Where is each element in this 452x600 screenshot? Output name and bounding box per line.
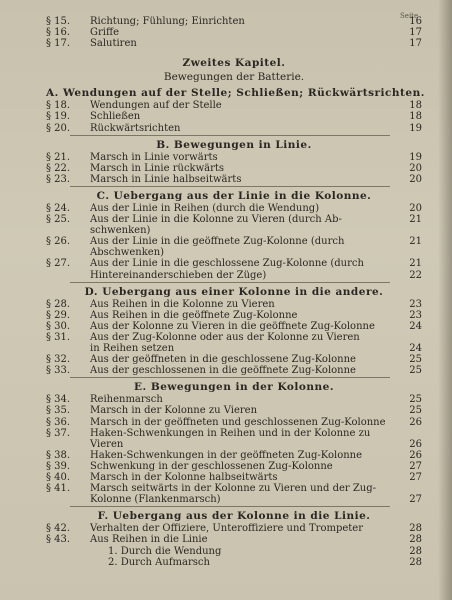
- entry-title: Haken-Schwenkungen in der geöffneten Zug-Kolonne: [90, 449, 363, 461]
- entry-title: Marsch in Linie halbseitwärts: [90, 173, 242, 185]
- section-heading: A. Wendungen auf der Stelle; Schließen; Rückwärtsrichten.: [46, 87, 425, 100]
- page-number: 25: [409, 405, 422, 417]
- toc-entry: [46, 214, 422, 225]
- entry-title: Aus der Linie in Reihen (durch die Wendung): [90, 202, 320, 214]
- entry-title: Marsch in der geöffneten und geschlossenen Zug-Kolonne: [90, 416, 386, 428]
- section-number: § 23.: [46, 173, 71, 185]
- section-number: § 16.: [46, 27, 71, 39]
- page-number: 16: [409, 16, 422, 27]
- page-number: 18: [409, 111, 422, 123]
- entry-title: 2. Durch Aufmarsch: [108, 556, 210, 568]
- page-number: 27: [409, 494, 422, 506]
- toc-entry: [46, 203, 422, 214]
- entry-title: Aus Reihen in die geöffnete Zug-Kolonne: [90, 309, 298, 321]
- entry-title: Kolonne (Flankenmarsch): [90, 494, 221, 506]
- entry-title: Salutiren: [90, 38, 137, 50]
- page-number: 26: [409, 438, 422, 450]
- entry-title: Griffe: [90, 27, 119, 39]
- toc-entry: [46, 557, 422, 568]
- page-edge-shadow: [438, 0, 452, 600]
- entry-title: Reihenmarsch: [90, 394, 163, 406]
- toc-entry: [46, 225, 422, 236]
- toc-entry: [46, 258, 422, 269]
- entry-title: 1. Durch die Wendung: [108, 545, 222, 557]
- page-number: 28: [409, 545, 422, 557]
- entry-title: Marsch in der Kolonne halbseitwärts: [90, 472, 278, 483]
- toc-entry: [46, 100, 422, 111]
- section-number: § 20.: [46, 122, 71, 134]
- section-number: § 28.: [46, 298, 71, 310]
- page-number: 18: [409, 100, 422, 112]
- section-number: § 30.: [46, 320, 71, 332]
- toc-entry: [46, 163, 422, 174]
- section-number: § 15.: [46, 16, 71, 27]
- page-number: 25: [409, 354, 422, 366]
- entry-title: Haken-Schwenkungen in Reihen und in der Kolonne zu: [90, 427, 371, 439]
- page-number: 19: [409, 122, 422, 134]
- page-number: 25: [409, 365, 422, 377]
- page-number: 28: [409, 534, 422, 546]
- toc-entry: [46, 111, 422, 122]
- toc-entry: [46, 321, 422, 332]
- divider: [70, 186, 390, 187]
- page-number: 24: [409, 320, 422, 332]
- section-heading: F. Uebergang aus der Kolonne in die Linie.: [97, 510, 371, 523]
- page-number: 20: [409, 162, 422, 174]
- section-number: § 36.: [46, 416, 71, 428]
- page-number: 23: [409, 309, 422, 321]
- section-number: § 42.: [46, 523, 71, 535]
- entry-title: Aus der Kolonne zu Vieren in die geöffnete Zug-Kolonne: [90, 320, 375, 332]
- entry-title: Hintereinanderschieben der Züge): [90, 269, 267, 281]
- entry-title: Aus Reihen in die Kolonne zu Vieren: [90, 298, 275, 310]
- section-number: § 38.: [46, 449, 71, 461]
- section-number: § 21.: [46, 151, 71, 163]
- toc-entry: [46, 343, 422, 354]
- page-number: 17: [409, 38, 422, 50]
- entry-title: Aus der Zug-Kolonne oder aus der Kolonne zu Vieren: [90, 331, 360, 343]
- section-heading: E. Bewegungen in der Kolonne.: [134, 381, 334, 394]
- entry-title: Schwenkung in der geschlossenen Zug-Kolonne: [90, 460, 333, 472]
- section-number: § 17.: [46, 38, 71, 50]
- section-number: § 18.: [46, 100, 71, 112]
- toc-entry: [46, 417, 422, 428]
- section-number: § 35.: [46, 405, 71, 417]
- entry-title: Aus der Linie in die geschlossene Zug-Kolonne (durch: [90, 258, 364, 270]
- toc-entry: [46, 461, 422, 472]
- section-number: § 33.: [46, 365, 71, 377]
- toc-entry: [46, 236, 422, 247]
- section-heading: C. Uebergang aus der Linie in die Kolonne.: [96, 189, 372, 202]
- entry-title: Marsch seitwärts in der Kolonne zu Vieren und der Zug-: [90, 483, 377, 495]
- page-number: 20: [409, 202, 422, 214]
- page-number: 25: [409, 394, 422, 406]
- entry-title: schwenken): [90, 225, 151, 237]
- page-number: 22: [409, 269, 422, 281]
- toc-entry: [46, 523, 422, 534]
- toc-entry: [46, 534, 422, 545]
- section-number: § 22.: [46, 162, 71, 174]
- section-number: § 26.: [46, 236, 71, 248]
- toc-entry: [46, 16, 422, 27]
- entry-title: Marsch in der Kolonne zu Vieren: [90, 405, 258, 417]
- entry-title: Marsch in Linie rückwärts: [90, 162, 225, 174]
- entry-title: Verhalten der Offiziere, Unteroffiziere und Trompeter: [90, 523, 363, 535]
- page-number: 28: [409, 556, 422, 568]
- page-number: 20: [409, 173, 422, 185]
- toc-entry: [46, 405, 422, 416]
- section-number: § 31.: [46, 331, 71, 343]
- section-heading: D. Uebergang aus einer Kolonne in die andere.: [84, 285, 384, 298]
- page-number: 19: [409, 151, 422, 163]
- divider: [70, 377, 390, 378]
- toc-entry: [46, 27, 422, 38]
- section-number: § 41.: [46, 483, 71, 495]
- toc-entry: [46, 152, 422, 163]
- entry-title: Wendungen auf der Stelle: [90, 100, 222, 112]
- entry-title: Abschwenken): [90, 247, 165, 259]
- page-number: 21: [409, 214, 422, 225]
- section-number: § 32.: [46, 354, 71, 366]
- chapter-subtitle: Bewegungen der Batterie.: [163, 71, 305, 84]
- entry-title: Aus der geöffneten in die geschlossene Zug-Kolonne: [90, 354, 356, 366]
- divider: [70, 135, 390, 136]
- chapter-title: Zweites Kapitel.: [182, 57, 286, 70]
- entry-title: Aus Reihen in die Linie: [90, 534, 208, 546]
- toc-entry: [46, 428, 422, 439]
- section-number: § 37.: [46, 427, 71, 439]
- toc-entry: [46, 310, 422, 321]
- section-number: § 24.: [46, 202, 71, 214]
- toc-entry: [46, 270, 422, 281]
- entry-title: Rückwärtsrichten: [90, 122, 181, 134]
- page-number: 27: [409, 460, 422, 472]
- toc-entry: [46, 450, 422, 461]
- toc-entry: [46, 332, 422, 343]
- page-number: 26: [409, 416, 422, 428]
- divider: [70, 282, 390, 283]
- entry-title: Vieren: [90, 438, 124, 450]
- toc-entry: [46, 123, 422, 134]
- entry-title: Richtung; Fühlung; Einrichten: [90, 16, 245, 27]
- toc-entry: [46, 483, 422, 494]
- section-number: § 19.: [46, 111, 71, 123]
- page-number: 28: [409, 523, 422, 535]
- page-number: 24: [409, 343, 422, 354]
- entry-title: in Reihen setzen: [90, 343, 175, 354]
- toc-entry: [46, 472, 422, 483]
- section-number: § 34.: [46, 394, 71, 406]
- page-column-label: Seite: [400, 12, 419, 20]
- entry-title: Schließen: [90, 111, 141, 123]
- toc-entry: [46, 365, 422, 376]
- section-number: § 29.: [46, 309, 71, 321]
- section-number: § 27.: [46, 258, 71, 270]
- toc-entry: [46, 174, 422, 185]
- toc-entry: [46, 354, 422, 365]
- toc-entry: [46, 439, 422, 450]
- divider: [70, 506, 390, 507]
- section-number: § 25.: [46, 214, 71, 225]
- section-number: § 39.: [46, 460, 71, 472]
- section-number: § 43.: [46, 534, 71, 546]
- entry-title: Marsch in Linie vorwärts: [90, 151, 218, 163]
- toc-entry: [46, 546, 422, 557]
- section-number: § 40.: [46, 472, 71, 483]
- section-heading: B. Bewegungen in Linie.: [156, 138, 312, 151]
- page-number: 21: [409, 258, 422, 270]
- page-number: 23: [409, 298, 422, 310]
- page-number: 17: [409, 27, 422, 39]
- toc-entry: [46, 394, 422, 405]
- page-number: 27: [409, 472, 422, 483]
- page-number: 21: [409, 236, 422, 248]
- toc-entry: [46, 494, 422, 505]
- toc-entry: [46, 299, 422, 310]
- toc-entry: [46, 247, 422, 258]
- toc-entry: [46, 38, 422, 49]
- entry-title: Aus der Linie in die Kolonne zu Vieren (durch Ab-: [90, 214, 342, 225]
- page-number: 26: [409, 449, 422, 461]
- entry-title: Aus der geschlossenen in die geöffnete Zug-Kolonne: [90, 365, 356, 377]
- entry-title: Aus der Linie in die geöffnete Zug-Kolonne (durch: [90, 236, 345, 248]
